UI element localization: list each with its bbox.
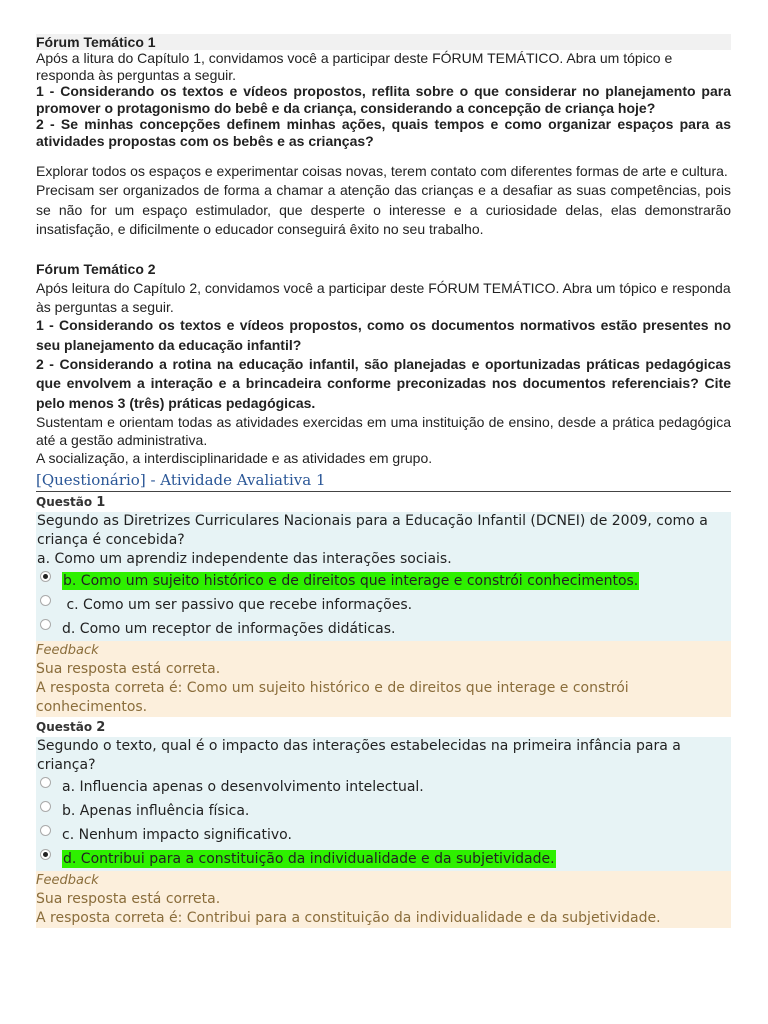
forum1-question-2: 2 - Se minhas concepções definem minhas ações, quais tempos e como organizar espaços para as atividades propostas com os bebês e as crianças? [36,116,731,149]
radio-unchecked-icon[interactable] [40,619,51,630]
option-c-text: c. Como um ser passivo que recebe informações. [62,597,413,614]
radio-unchecked-icon[interactable] [40,801,51,812]
feedback-label: Feedback [36,643,99,659]
feedback-status: Sua resposta está correta. [36,661,221,678]
forum2-answer-2: A socialização, a interdisciplinaridade e as atividades em grupo. [36,449,433,466]
question-2-option-b[interactable] [37,799,731,823]
forum1-question-1: 1 - Considerando os textos e vídeos propostos, reflita sobre o que considerar no planejamento para promover o protagonismo do bebê e da criança, considerando a concepção de criança hoje? [36,83,731,116]
question-2-label: Questão [36,720,93,735]
document-page [36,0,731,928]
question-1-option-b[interactable] [37,569,731,593]
forum1-intro: Após a litura do Capítulo 1, convidamos você a participar deste FÓRUM TEMÁTICO. Abra um tópico e responda às perguntas a seguir. [36,50,673,83]
feedback-correct-answer: A resposta correta é: Como um sujeito histórico e de direitos que interage e constrói conhecimentos. [36,680,629,716]
question-1-label: Questão [36,495,93,510]
option-b-text: b. Apenas influência física. [62,803,250,820]
radio-unchecked-icon[interactable] [40,595,51,606]
question-1-option-a[interactable]: a. Como um aprendiz independente das interações sociais. [37,551,452,568]
question-2-option-d[interactable] [37,847,731,871]
option-c-text: c. Nenhum impacto significativo. [62,827,292,844]
question-1-text: Segundo as Diretrizes Curriculares Nacionais para a Educação Infantil (DCNEI) de 2009, como a criança é concebida? [37,513,708,549]
feedback-status: Sua resposta está correta. [36,891,221,908]
radio-unchecked-icon[interactable] [40,825,51,836]
question-1-number: 1 [96,495,106,511]
radio-checked-icon[interactable] [40,849,51,860]
forum2-intro: Após leitura do Capítulo 2, convidamos você a participar deste FÓRUM TEMÁTICO. Abra um tópico e responda às perguntas a seguir. [36,280,731,315]
option-d-highlighted-text: d. Contribui para a constituição da individualidade e da subjetividade. [63,851,555,868]
question-2-box [36,737,731,871]
question-1-option-d[interactable] [37,617,731,641]
option-a-text: a. Influencia apenas o desenvolvimento intelectual. [62,779,424,796]
question-1-feedback [36,641,731,717]
forum1-answer-2: Precisam ser organizados de forma a chamar a atenção das crianças e a desafiar as suas competências, pois se não for um espaço estimulador, que desperte o interesse e a curiosidade delas, elas demonstrarão insatisfação, e dificilmente o educador conseguirá êxito no seu trabalho. [36,182,731,237]
option-b-highlighted-text: b. Como um sujeito histórico e de direitos que interage e constrói conhecimentos. [63,573,639,590]
question-2-number: 2 [96,720,106,736]
feedback-label: Feedback [36,873,99,889]
radio-checked-icon[interactable] [40,571,51,582]
question-2-option-c[interactable] [37,823,731,847]
forum2-answer-1: Sustentam e orientam todas as atividades exercidas em uma instituição de ensino, desde a prática pedagógica até a gestão administrativa. [36,413,731,448]
feedback-correct-answer: A resposta correta é: Contribui para a constituição da individualidade e da subjetividade. [36,910,661,927]
option-d-text: d. Como um receptor de informações didáticas. [62,621,396,638]
forum2-question-1: 1 - Considerando os textos e vídeos propostos, como os documentos normativos estão presentes no seu planejamento da educação infantil? [36,317,731,353]
question-2-option-a[interactable] [37,775,731,799]
question-2-feedback [36,871,731,928]
question-1-option-c[interactable] [37,593,731,617]
forum1-title: Fórum Temático 1 [36,34,731,50]
question-1-header [36,493,731,512]
forum2-title: Fórum Temático 2 [36,261,156,278]
question-2-header [36,718,731,737]
quiz-title: [Questionário] - Atividade Avaliativa 1 [36,471,731,492]
forum2-question-2: 2 - Considerando a rotina na educação infantil, são planejadas e oportunizadas práticas pedagógicas que envolvem a interação e a brincadeira conforme preconizadas nos documentos referenciais? Cite pelo menos 3 (três) práticas pedagógicas. [36,356,731,411]
question-1-box [36,512,731,641]
radio-unchecked-icon[interactable] [40,777,51,788]
forum1-answer-1: Explorar todos os espaços e experimentar coisas novas, terem contato com diferentes formas de arte e cultura. [36,163,728,179]
question-2-text: Segundo o texto, qual é o impacto das interações estabelecidas na primeira infância para a criança? [37,738,681,774]
